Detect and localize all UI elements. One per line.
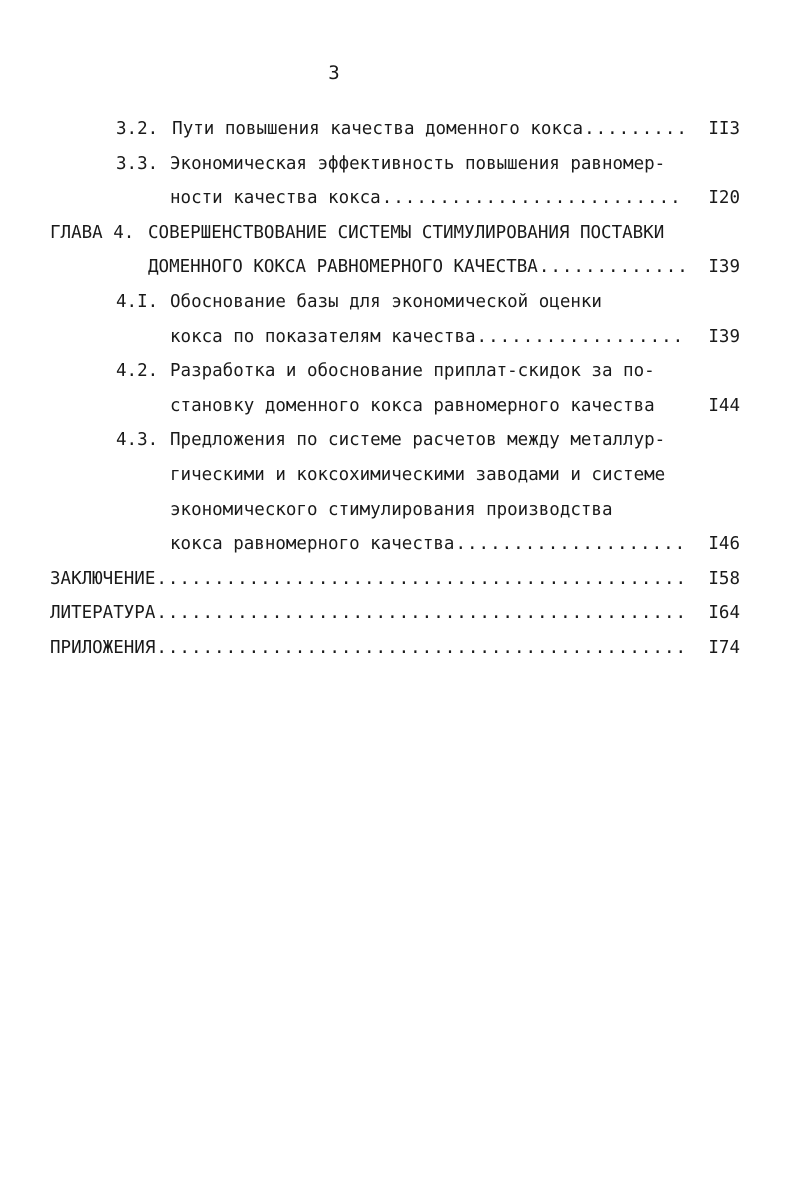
toc-entry-title-line1: Предложения по системе расчетов между металлур-	[170, 430, 666, 451]
toc-entry-3-3-continuation[interactable]	[0, 181, 792, 216]
toc-entry-4-3-line2	[0, 458, 792, 493]
toc-entry-page: I20	[708, 188, 740, 209]
toc-entry-4-3-line4[interactable]	[0, 527, 792, 562]
chapter-title-line2: ДОМЕННОГО КОКСА РАВНОМЕРНОГО КАЧЕСТВА	[148, 257, 538, 278]
toc-chapter-4[interactable]	[0, 216, 792, 251]
toc-entry-number: 4.3.	[116, 430, 159, 451]
toc-entry-4-2[interactable]	[0, 354, 792, 389]
toc-entry-title-line2: кокса по показателям качества	[170, 326, 476, 347]
toc-entry-page: I58	[708, 568, 740, 589]
chapter-label: ГЛАВА 4.	[50, 222, 135, 243]
toc-entry-page: I64	[708, 603, 740, 624]
toc-entry-number: 4.I.	[116, 291, 159, 312]
toc-entry-title-line1: Обоснование базы для экономической оценки	[170, 291, 602, 312]
toc-entry-conclusion[interactable]	[0, 562, 792, 597]
toc-entry-number: 3.2.	[116, 119, 159, 139]
toc-entry-title: Пути повышения качества доменного кокса	[172, 119, 584, 139]
chapter-title-line1: СОВЕРШЕНСТВОВАНИЕ СИСТЕМЫ СТИМУЛИРОВАНИЯ ПОСТАВКИ	[148, 222, 665, 243]
toc-entry-page: I74	[708, 637, 740, 658]
dot-leader	[156, 596, 684, 631]
toc-entry-appendices[interactable]	[0, 631, 792, 666]
toc-entry-3-2[interactable]	[0, 112, 792, 147]
toc-entry-title-line3: экономического стимулирования производства	[170, 499, 613, 520]
toc-entry-4-1-continuation[interactable]	[0, 320, 792, 355]
toc-entry-page: I44	[708, 395, 740, 416]
toc-entry-title-line1: Разработка и обоснование приплат-скидок за по-	[170, 361, 655, 382]
dot-leader	[539, 250, 684, 285]
toc-entry-3-3[interactable]	[0, 147, 792, 182]
toc-chapter-4-continuation[interactable]	[0, 250, 792, 285]
dot-leader	[584, 112, 684, 147]
toc-entry-4-2-continuation[interactable]	[0, 389, 792, 424]
toc-entry-page: I46	[708, 534, 740, 555]
dot-leader	[156, 562, 684, 597]
toc-entry-page: I39	[708, 257, 740, 278]
toc-entry-number: 3.3.	[116, 153, 159, 174]
table-of-contents	[0, 112, 792, 666]
toc-entry-title-line2: гическими и коксохимическими заводами и системе	[170, 464, 666, 485]
toc-entry-title-line1: Экономическая эффективность повышения равномер-	[170, 153, 666, 174]
toc-entry-title-line4: кокса равномерного качества	[170, 534, 455, 555]
dot-leader	[455, 527, 684, 562]
toc-entry-title-line2: ности качества кокса	[170, 188, 381, 209]
dot-leader	[382, 181, 684, 216]
toc-entry-4-1[interactable]	[0, 285, 792, 320]
toc-entry-page: II3	[708, 119, 740, 139]
toc-entry-4-3[interactable]	[0, 423, 792, 458]
toc-entry-title: ЗАКЛЮЧЕНИЕ	[50, 568, 156, 589]
dot-leader	[156, 631, 684, 666]
toc-entry-title-line2: становку доменного кокса равномерного качества	[170, 395, 655, 416]
toc-entry-4-3-line3	[0, 493, 792, 528]
toc-entry-literature[interactable]	[0, 596, 792, 631]
page-number: 3	[328, 62, 340, 84]
toc-entry-number: 4.2.	[116, 361, 159, 382]
toc-entry-page: I39	[708, 326, 740, 347]
toc-entry-title: ПРИЛОЖЕНИЯ	[50, 637, 156, 658]
dot-leader	[477, 320, 684, 355]
toc-entry-title: ЛИТЕРАТУРА	[50, 603, 156, 624]
